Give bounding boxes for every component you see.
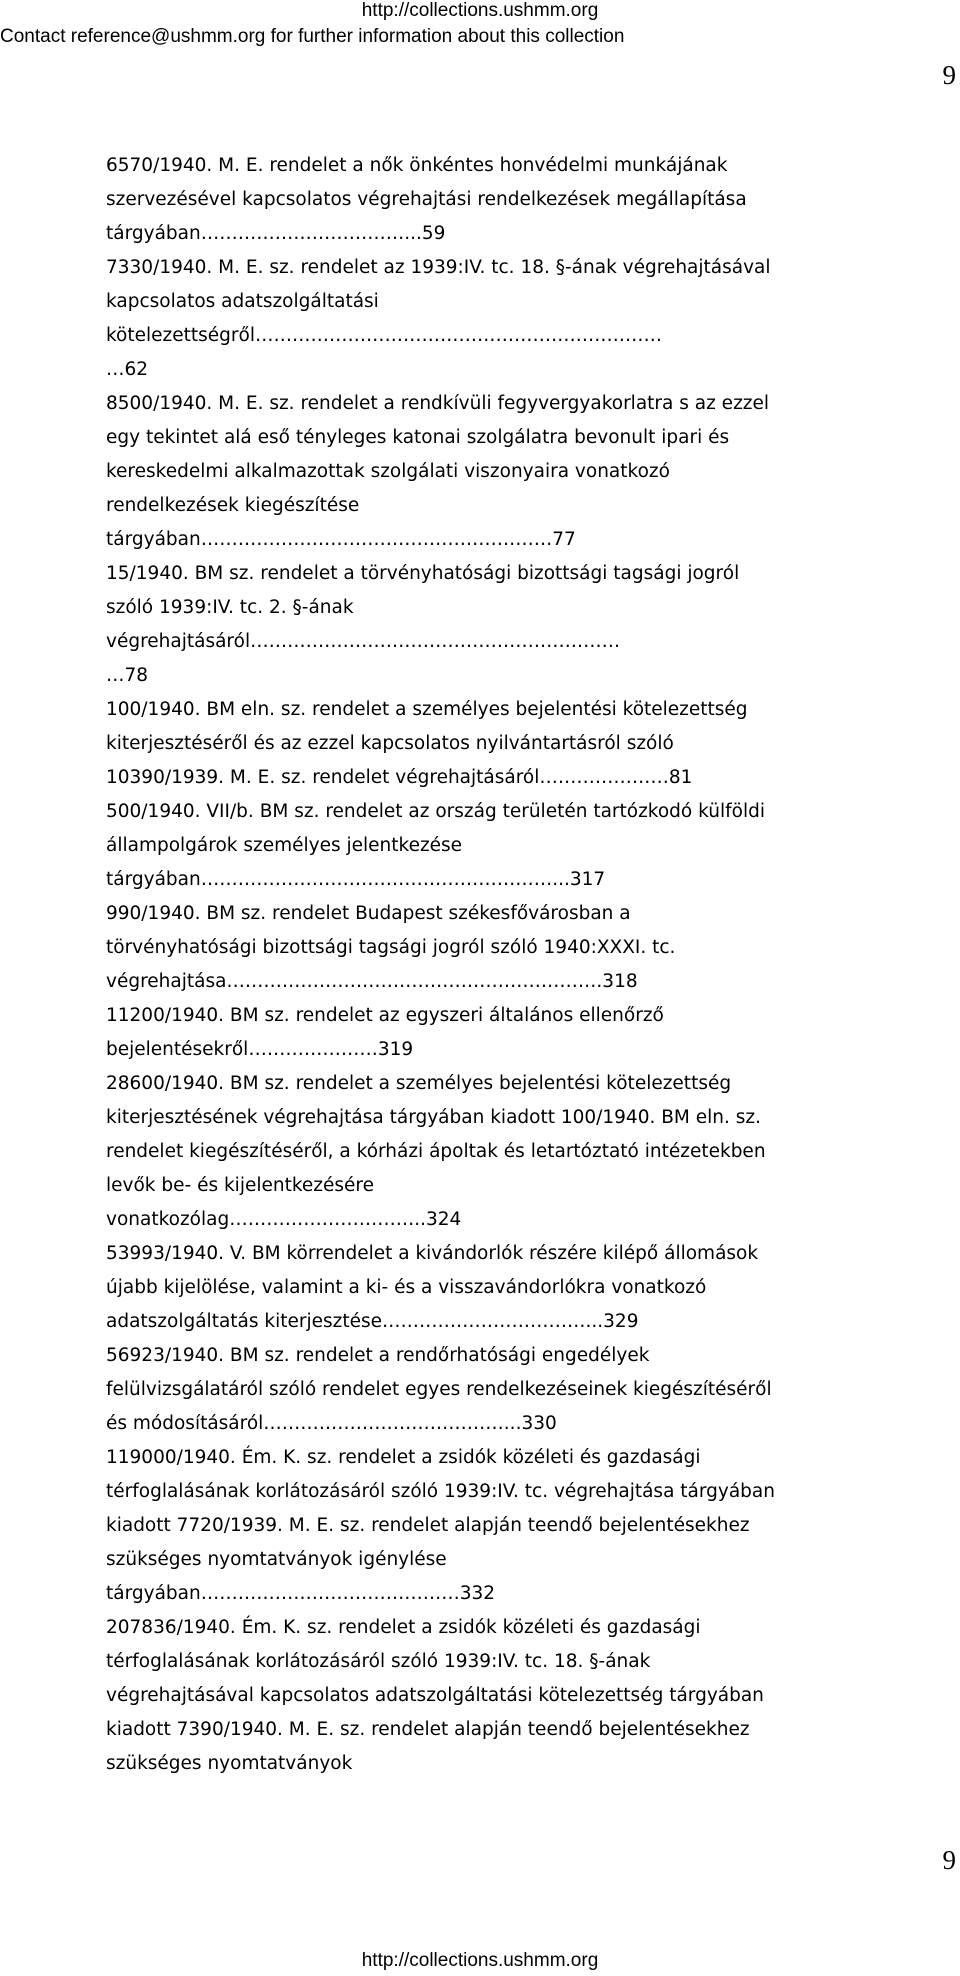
text-line: tárgyában…………………………………………………77 bbox=[106, 529, 576, 550]
text-line: 990/1940. BM sz. rendelet Budapest székesfővárosban a bbox=[106, 903, 631, 924]
text-line: szóló 1939:IV. tc. 2. §-ának bbox=[106, 597, 354, 618]
text-line: tárgyában……………………………...59 bbox=[106, 223, 446, 244]
header-url[interactable]: http://collections.ushmm.org bbox=[361, 0, 599, 21]
text-line: kiadott 7390/1940. M. E. sz. rendelet alapján teendő bejelentésekhez bbox=[106, 1719, 750, 1740]
footer-url[interactable]: http://collections.ushmm.org bbox=[361, 1950, 599, 1971]
text-line: állampolgárok személyes jelentkezése bbox=[106, 835, 463, 856]
text-line: térfoglalásának korlátozásáról szóló 1939:IV. tc. 18. §-ának bbox=[106, 1651, 651, 1672]
text-line: szükséges nyomtatványok bbox=[106, 1753, 353, 1774]
text-line: bejelentésekről…………………319 bbox=[106, 1039, 414, 1060]
text-line: 28600/1940. BM sz. rendelet a személyes bejelentési kötelezettség bbox=[106, 1073, 732, 1094]
text-line: törvényhatósági bizottsági tagsági jogról szóló 1940:XXXI. tc. bbox=[106, 937, 676, 958]
text-line: rendelkezések kiegészítése bbox=[106, 495, 360, 516]
text-line: kapcsolatos adatszolgáltatási bbox=[106, 291, 379, 312]
text-line: …62 bbox=[106, 359, 149, 380]
text-line: 11200/1940. BM sz. rendelet az egyszeri általános ellenőrző bbox=[106, 1005, 664, 1026]
contact-notice: Contact reference@ushmm.org for further information about this collection bbox=[0, 26, 625, 47]
text-line: 56923/1940. BM sz. rendelet a rendőrhatósági engedélyek bbox=[106, 1345, 650, 1366]
text-line: tárgyában…………………………………………………...317 bbox=[106, 869, 606, 890]
text-line: végrehajtásával kapcsolatos adatszolgáltatási kötelezettség tárgyában bbox=[106, 1685, 764, 1706]
text-line: 100/1940. BM eln. sz. rendelet a személyes bejelentési kötelezettség bbox=[106, 699, 748, 720]
text-line: térfoglalásának korlátozásáról szóló 1939:IV. tc. végrehajtása tárgyában bbox=[106, 1481, 775, 1502]
text-line: egy tekintet alá eső tényleges katonai szolgálatra bevonult ipari és bbox=[106, 427, 730, 448]
page-number-top: 9 bbox=[942, 60, 956, 90]
text-line: kiterjesztéséről és az ezzel kapcsolatos nyilvántartásról szóló bbox=[106, 733, 674, 754]
text-line: újabb kijelölése, valamint a ki- és a visszavándorlókra vonatkozó bbox=[106, 1277, 707, 1298]
text-line: vonatkozólag…………………………..324 bbox=[106, 1209, 462, 1230]
text-line: 10390/1939. M. E. sz. rendelet végrehajtásáról…………………81 bbox=[106, 767, 693, 788]
text-line: felülvizsgálatáról szóló rendelet egyes rendelkezéseinek kiegészítéséről bbox=[106, 1379, 772, 1400]
text-line: 7330/1940. M. E. sz. rendelet az 1939:IV. tc. 18. §-ának végrehajtásával bbox=[106, 257, 771, 278]
text-line: végrehajtásáról…………………………………………………… bbox=[106, 631, 621, 652]
document-body bbox=[106, 149, 946, 1781]
text-line: szervezésével kapcsolatos végrehajtási rendelkezések megállapítása bbox=[106, 189, 747, 210]
text-line: szükséges nyomtatványok igénylése bbox=[106, 1549, 447, 1570]
text-line: …78 bbox=[106, 665, 149, 686]
text-line: 6570/1940. M. E. rendelet a nők önkéntes honvédelmi munkájának bbox=[106, 155, 728, 176]
text-line: 8500/1940. M. E. sz. rendelet a rendkívüli fegyvergyakorlatra s az ezzel bbox=[106, 393, 770, 414]
text-line: és módosításáról…………………………………...330 bbox=[106, 1413, 557, 1434]
text-line: kiterjesztésének végrehajtása tárgyában kiadott 100/1940. BM eln. sz. bbox=[106, 1107, 762, 1128]
text-line: 207836/1940. Ém. K. sz. rendelet a zsidók közéleti és gazdasági bbox=[106, 1617, 701, 1638]
text-line: kereskedelmi alkalmazottak szolgálati viszonyaira vonatkozó bbox=[106, 461, 670, 482]
text-line: 119000/1940. Ém. K. sz. rendelet a zsidók közéleti és gazdasági bbox=[106, 1447, 701, 1468]
text-line: adatszolgáltatás kiterjesztése……………………………...329 bbox=[106, 1311, 639, 1332]
text-line: 15/1940. BM sz. rendelet a törvényhatósági bizottsági tagsági jogról bbox=[106, 563, 740, 584]
text-line: levők be- és kijelentkezésére bbox=[106, 1175, 374, 1196]
page-number-bottom: 9 bbox=[942, 1845, 956, 1875]
text-line: 500/1940. VII/b. BM sz. rendelet az ország területén tartózkodó külföldi bbox=[106, 801, 765, 822]
text-line: végrehajtása…………………………………………………….318 bbox=[106, 971, 638, 992]
text-line: 53993/1940. V. BM körrendelet a kivándorlók részére kilépő állomások bbox=[106, 1243, 759, 1264]
text-line: tárgyában……………………………………332 bbox=[106, 1583, 496, 1604]
text-line: rendelet kiegészítéséről, a kórházi ápoltak és letartóztató intézetekben bbox=[106, 1141, 766, 1162]
text-line: kiadott 7720/1939. M. E. sz. rendelet alapján teendő bejelentésekhez bbox=[106, 1515, 750, 1536]
text-line: kötelezettségről………………………………………………………… bbox=[106, 325, 662, 346]
